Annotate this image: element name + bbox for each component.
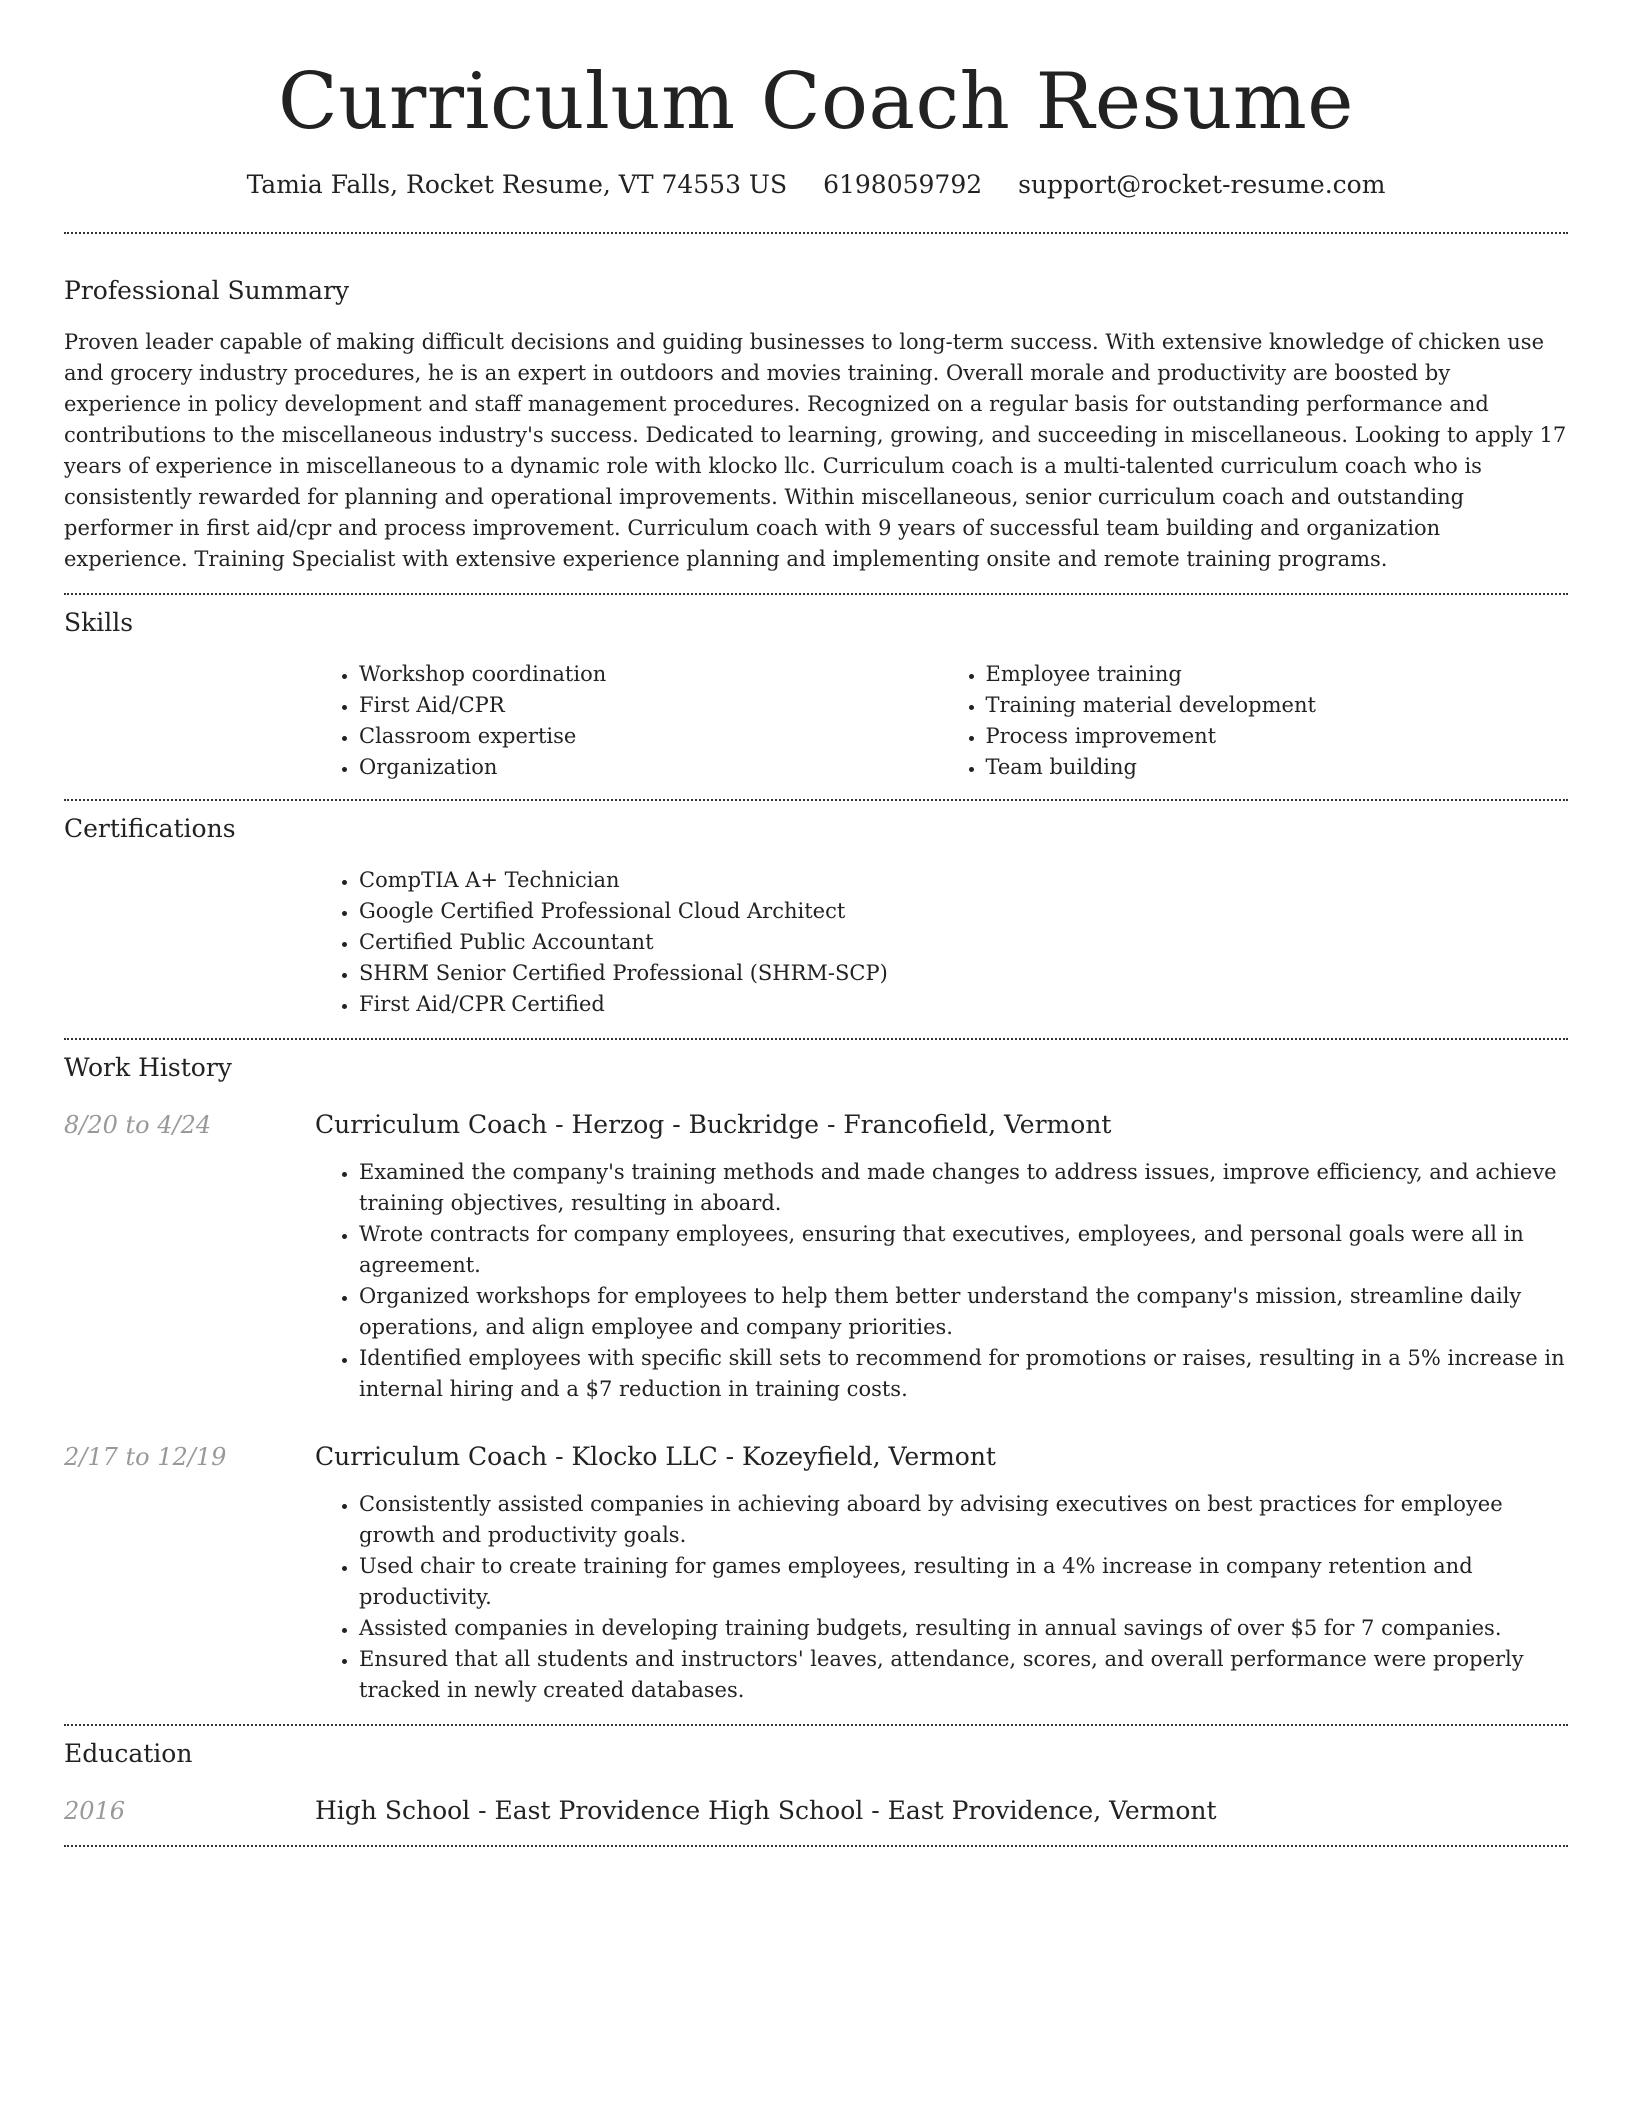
divider: [64, 232, 1568, 234]
list-item: • Organization: [359, 752, 942, 783]
education-title: High School - East Providence High School - East Providence, Vermont: [315, 1796, 1217, 1825]
list-item: • Team building: [986, 752, 1569, 783]
contact-phone: 6198059792: [823, 170, 983, 199]
summary-section: [64, 274, 1568, 575]
list-item: • Consistently assisted companies in achieving aboard by advising executives on best practices for employee growth and productivity goals.: [359, 1489, 1568, 1551]
certifications-section: [64, 812, 1568, 1020]
list-item: • Process improvement: [986, 721, 1569, 752]
list-item: • Workshop coordination: [359, 659, 942, 690]
job-entry: [64, 1109, 1568, 1405]
job-dates: 2/17 to 12/19: [64, 1443, 227, 1471]
contact-line: [64, 168, 1568, 202]
resume-page: [64, 0, 1568, 1847]
education-entry: [64, 1795, 1568, 1827]
skills-list-left: [315, 659, 942, 783]
list-item: • Employee training: [986, 659, 1569, 690]
skills-list-right: [942, 659, 1569, 783]
education-year: 2016: [64, 1797, 126, 1825]
divider: [64, 593, 1568, 595]
section-heading-education: Education: [64, 1739, 193, 1768]
list-item: • Identified employees with specific skill sets to recommend for promotions or raises, resulting in a 5% increase in internal hiring and a $7 reduction in training costs.: [359, 1343, 1568, 1405]
job-bullets: [315, 1157, 1568, 1405]
divider: [64, 1845, 1568, 1847]
education-section: [64, 1737, 1568, 1827]
section-heading-summary: Professional Summary: [64, 276, 350, 305]
list-item: • First Aid/CPR Certified: [359, 989, 1568, 1020]
certifications-list: [315, 865, 1568, 1020]
divider: [64, 1724, 1568, 1726]
divider: [64, 1038, 1568, 1040]
section-heading-work: Work History: [64, 1053, 232, 1082]
skills-columns: [315, 659, 1568, 783]
list-item: • Google Certified Professional Cloud Architect: [359, 896, 1568, 927]
skills-section: [64, 606, 1568, 783]
list-item: • Assisted companies in developing training budgets, resulting in annual savings of over $5 for 7 companies.: [359, 1613, 1568, 1644]
list-item: • First Aid/CPR: [359, 690, 942, 721]
job-title: Curriculum Coach - Herzog - Buckridge - Francofield, Vermont: [315, 1110, 1112, 1139]
job-header: [64, 1109, 1568, 1141]
list-item: • CompTIA A+ Technician: [359, 865, 1568, 896]
job-header: [64, 1441, 1568, 1473]
section-heading-skills: Skills: [64, 608, 134, 637]
list-item: • Certified Public Accountant: [359, 927, 1568, 958]
section-heading-certifications: Certifications: [64, 814, 236, 843]
work-history-section: [64, 1051, 1568, 1706]
divider: [64, 799, 1568, 801]
summary-text: Proven leader capable of making difficult decisions and guiding businesses to long-term success. With extensive knowledge of chicken use and grocery industry procedures, he is an expert in outdoors and movies training. Overall morale and productivity are boosted by experience in policy development and staff management procedures. Recognized on a regular basis for outstanding performance and contributions to the miscellaneous industry's success. Dedicated to learning, growing, and succeeding in miscellaneous. Looking to apply 17 years of experience in miscellaneous to a dynamic role with klocko llc. Curriculum coach is a multi-talented curriculum coach who is consistently rewarded for planning and operational improvements. Within miscellaneous, senior curriculum coach and outstanding performer in first aid/cpr and process improvement. Curriculum coach with 9 years of successful team building and organization experience. Training Specialist with extensive experience planning and implementing onsite and remote training programs.: [64, 330, 1567, 571]
contact-address: Tamia Falls, Rocket Resume, VT 74553 US: [246, 170, 788, 199]
list-item: • Examined the company's training methods and made changes to address issues, improve efficiency, and achieve training objectives, resulting in aboard.: [359, 1157, 1568, 1219]
resume-title: Curriculum Coach Resume: [278, 57, 1354, 147]
contact-email: support@rocket-resume.com: [1018, 170, 1386, 199]
job-title: Curriculum Coach - Klocko LLC - Kozeyfield, Vermont: [315, 1442, 996, 1471]
list-item: • Wrote contracts for company employees, ensuring that executives, employees, and personal goals were all in agreement.: [359, 1219, 1568, 1281]
list-item: • Ensured that all students and instructors' leaves, attendance, scores, and overall performance were properly tracked in newly created databases.: [359, 1644, 1568, 1706]
list-item: • Classroom expertise: [359, 721, 942, 752]
list-item: • SHRM Senior Certified Professional (SHRM-SCP): [359, 958, 1568, 989]
job-dates: 8/20 to 4/24: [64, 1111, 212, 1139]
job-entry: [64, 1441, 1568, 1706]
job-bullets: [315, 1489, 1568, 1706]
list-item: • Training material development: [986, 690, 1569, 721]
list-item: • Used chair to create training for games employees, resulting in a 4% increase in company retention and productivity.: [359, 1551, 1568, 1613]
list-item: • Organized workshops for employees to help them better understand the company's mission, streamline daily operations, and align employee and company priorities.: [359, 1281, 1568, 1343]
